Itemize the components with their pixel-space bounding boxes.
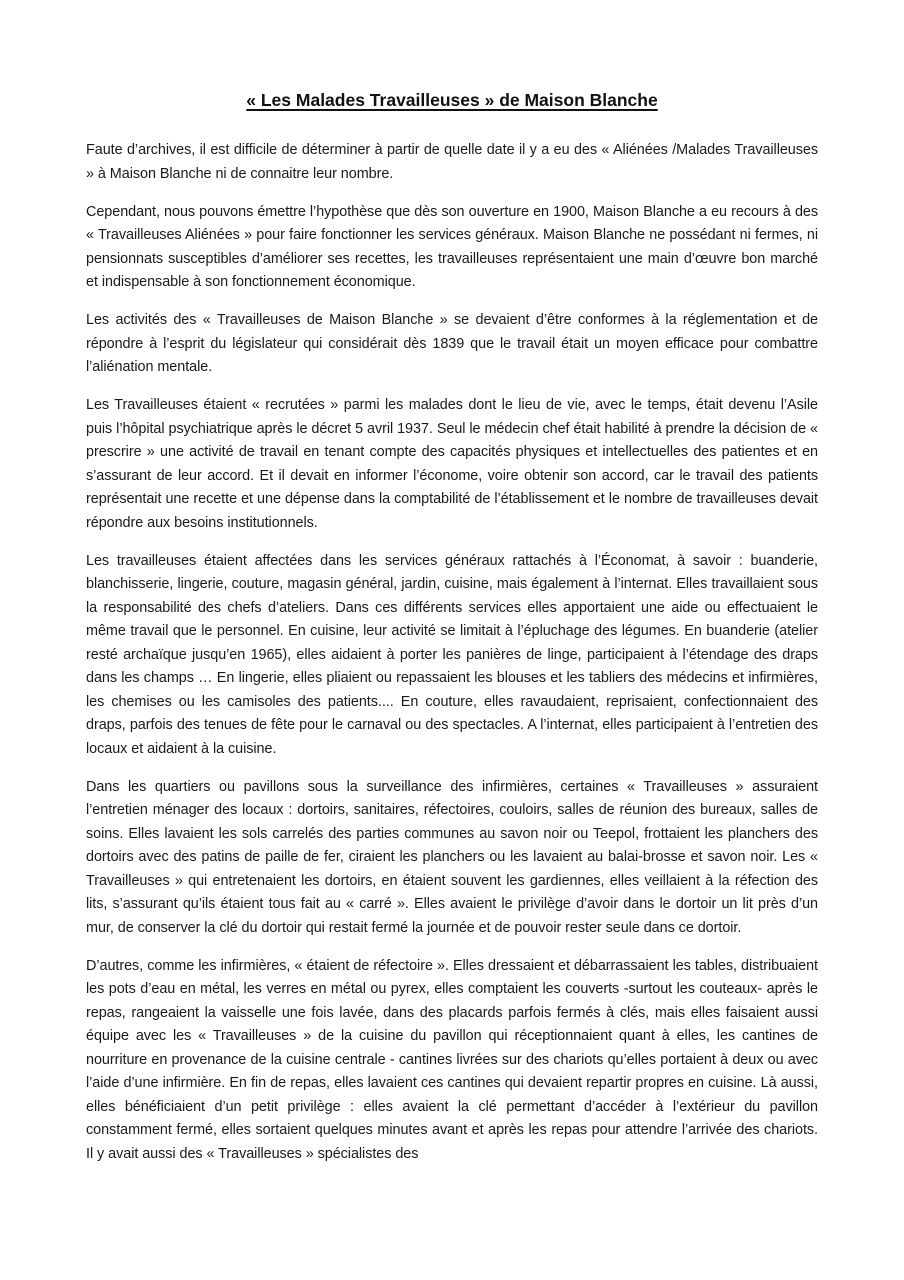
document-body	[86, 139, 818, 1181]
paragraph-1: Faute d’archives, il est difficile de déterminer à partir de quelle date il y a eu des « Aliénées /Malades Travailleuses » à Maison Blanche ni de connaitre leur nombre.	[86, 142, 818, 182]
paragraph-3: Les activités des « Travailleuses de Maison Blanche » se devaient d’être conformes à la réglementation et de répondre à l’esprit du législateur qui considérait dès 1839 que le travail était un moyen efficace pour combattre l’aliénation mentale.	[86, 312, 818, 375]
paragraph-4: Les Travailleuses étaient « recrutées » parmi les malades dont le lieu de vie, avec le temps, était devenu l’Asile puis l’hôpital psychiatrique après le décret 5 avril 1937. Seul le médecin chef était habilité à prendre la décision de « prescrire » une activité de travail en tenant compte des capacités physiques et intellectuelles des patientes et en s’assurant de leur accord. Et il devait en informer l’économe, voire obtenir son accord, car le travail des patients représentait une recette et une dépense dans la comptabilité de l’établissement et le nombre de travailleuses devait répondre aux besoins institutionnels.	[86, 397, 818, 531]
paragraph-7: D’autres, comme les infirmières, « étaient de réfectoire ». Elles dressaient et débarrassaient les tables, distribuaient les pots d’eau en métal, les verres en métal ou pyrex, elles comptaient les couverts -surtout les couteaux- après le repas, rangeaient la vaisselle une fois lavée, dans des placards parfois fermés à clés, mais elles faisaient aussi équipe avec les « Travailleuses » de la cuisine du pavillon qui réceptionnaient quant à elles, les cantines de nourriture en provenance de la cuisine centrale - cantines livrées sur des chariots qu’elles portaient à deux ou avec l’aide d’une infirmière. En fin de repas, elles lavaient ces cantines qui devaient repartir propres en cuisine. Là aussi, elles bénéficiaient d’un petit privilège : elles avaient la clé permettant d’accéder à l’extérieur du pavillon constamment fermé, elles sortaient quelques minutes avant et après les repas pour attendre l’arrivée des chariots. Il y avait aussi des « Travailleuses » spécialistes des	[86, 957, 818, 1162]
document-title: « Les Malades Travailleuses » de Maison Blanche	[246, 90, 658, 110]
paragraph-2: Cependant, nous pouvons émettre l’hypothèse que dès son ouverture en 1900, Maison Blanche a eu recours à des « Travailleuses Aliénées » pour faire fonctionner les services généraux. Maison Blanche ne possédant ni fermes, ni pensionnats susceptibles d’améliorer ses recettes, les travailleuses représentaient une main d’œuvre bon marché et indispensable à son fonctionnement économique.	[86, 203, 818, 290]
paragraph-5: Les travailleuses étaient affectées dans les services généraux rattachés à l’Économat, à savoir : buanderie, blanchisserie, lingerie, couture, magasin général, jardin, cuisine, mais également à l’internat. Elles travaillaient sous la responsabilité des chefs d’ateliers. Dans ces différents services elles apportaient une aide ou effectuaient le même travail que le personnel. En cuisine, leur activité se limitait à l’épluchage des légumes. En buanderie (atelier resté archaïque jusqu’en 1965), elles aidaient à porter les panières de linge, participaient à l’étendage des draps dans les champs … En lingerie, elles pliaient ou repassaient les blouses et les tabliers des médecins et infirmières, les chemises ou les camisoles des patients.... En couture, elles ravaudaient, reprisaient, confectionnaient des draps, parfois des tenues de fête pour le carnaval ou des spectacles. A l’internat, elles participaient à l’entretien des locaux et aidaient à la cuisine.	[86, 552, 818, 757]
paragraph-6: Dans les quartiers ou pavillons sous la surveillance des infirmières, certaines « Travailleuses » assuraient l’entretien ménager des locaux : dortoirs, sanitaires, réfectoires, couloirs, salles de réunion des bureaux, salles de soins. Elles lavaient les sols carrelés des parties communes au savon noir ou Teepol, frottaient les planchers des dortoirs avec des patins de paille de fer, ciraient les planchers ou les lavaient au balai-brosse et savon noir. Les « Travailleuses » qui entretenaient les dortoirs, en étaient souvent les gardiennes, elles veillaient à la réfection des lits, s’assurant qu’ils étaient tous fait au « carré ». Elles avaient le privilège d’avoir dans le dortoir un lit près d’un mur, de conserver la clé du dortoir qui restait fermé la journée et de pouvoir rester seule dans ce dortoir.	[86, 778, 818, 936]
